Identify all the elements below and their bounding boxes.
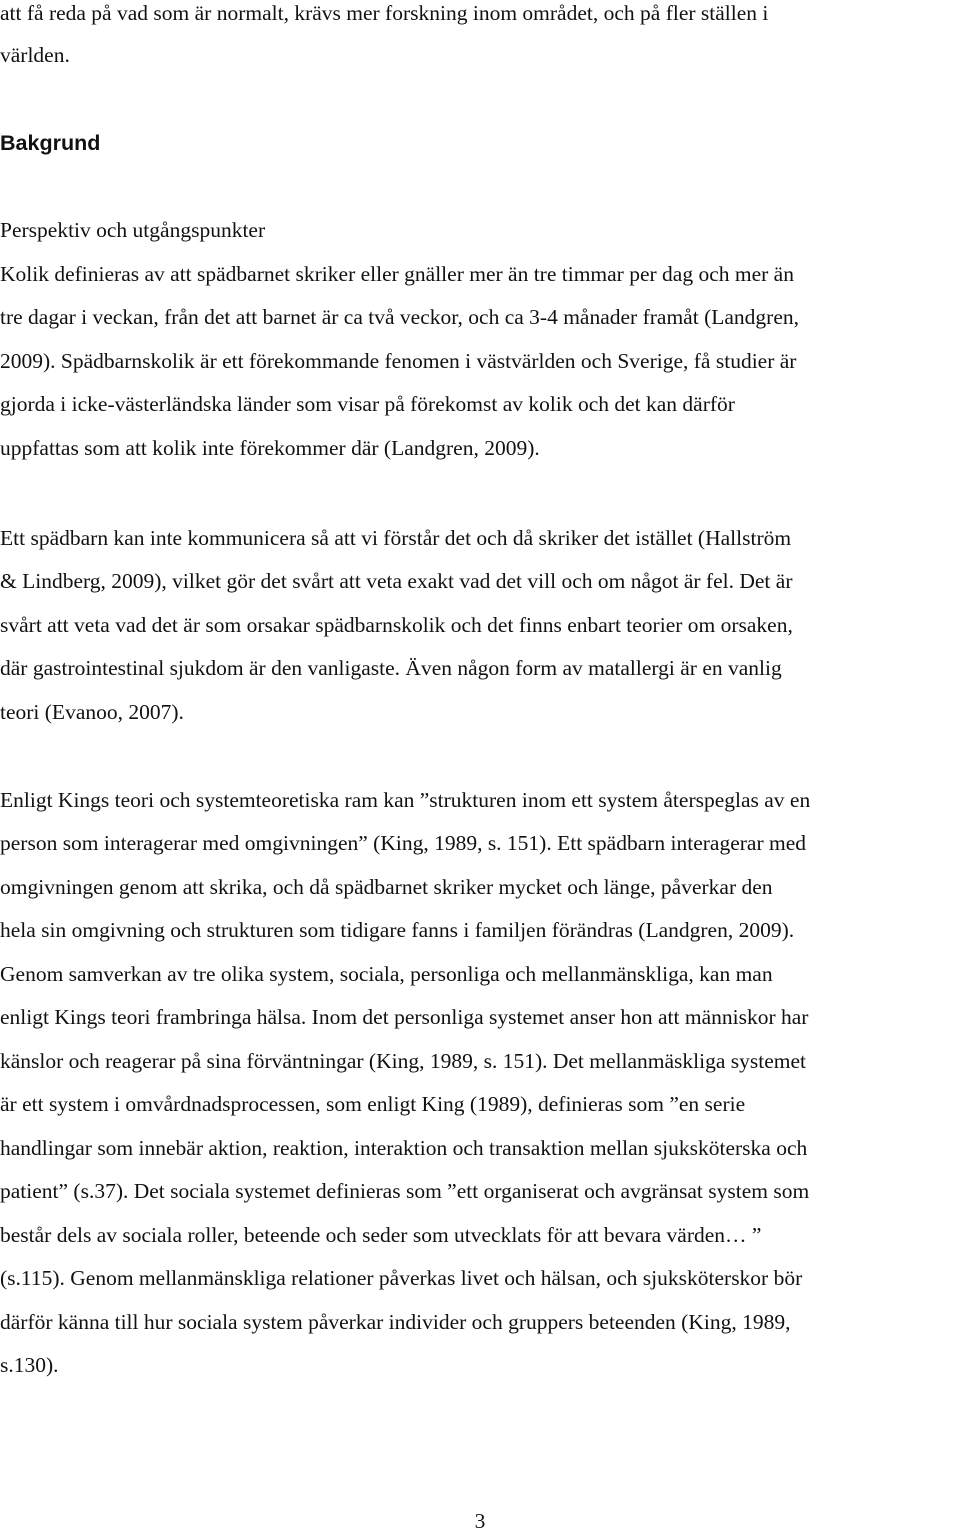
paragraph-3-line: Enligt Kings teori och systemteoretiska ram kan ”strukturen inom ett system återspeglas av en xyxy=(0,788,811,812)
paragraph-3-line: patient” (s.37). Det sociala systemet definieras som ”ett organiserat och avgränsat system som xyxy=(0,1179,810,1203)
paragraph-3-line: består dels av sociala roller, beteende och seder som utvecklats för att bevara värden… ” xyxy=(0,1223,762,1247)
paragraph-3-line: handlingar som innebär aktion, reaktion, interaktion och transaktion mellan sjuksköterska och xyxy=(0,1136,808,1160)
paragraph-2-line: Ett spädbarn kan inte kommunicera så att vi förstår det och då skriker det istället (Hallström xyxy=(0,526,792,550)
paragraph-3-line: känslor och reagerar på sina förväntningar (King, 1989, s. 151). Det mellanmäskliga systemet xyxy=(0,1049,807,1073)
paragraph-3-line: hela sin omgivning och strukturen som tidigare fanns i familjen förändras (Landgren, 2009). xyxy=(0,918,795,942)
paragraph-3-line: (s.115). Genom mellanmänskliga relationer påverkas livet och hälsan, och sjuksköterskor bör xyxy=(0,1266,803,1290)
paragraph-3-line: s.130). xyxy=(0,1353,59,1377)
paragraph-3-line: Genom samverkan av tre olika system, sociala, personliga och mellanmänskliga, kan man xyxy=(0,962,773,986)
paragraph-1-line: gjorda i icke-västerländska länder som visar på förekomst av kolik och det kan därför xyxy=(0,392,735,416)
paragraph-3-line: därför känna till hur sociala system påverkar individer och gruppers beteenden (King, 1989, xyxy=(0,1310,791,1334)
paragraph-1-line: Kolik definieras av att spädbarnet skriker eller gnäller mer än tre timmar per dag och mer än xyxy=(0,262,794,286)
paragraph-1-line: 2009). Spädbarnskolik är ett förekommande fenomen i västvärlden och Sverige, få studier är xyxy=(0,349,797,373)
paragraph-3-line: person som interagerar med omgivningen” (King, 1989, s. 151). Ett spädbarn interagerar med xyxy=(0,831,807,855)
paragraph-1-line: uppfattas som att kolik inte förekommer där (Landgren, 2009). xyxy=(0,436,540,460)
page-number: 3 xyxy=(474,1509,486,1533)
paragraph-2-line: svårt att veta vad det är som orsakar spädbarnskolik och det finns enbart teorier om orsaken, xyxy=(0,613,793,637)
paragraph-2-line: teori (Evanoo, 2007). xyxy=(0,700,184,724)
paragraph-3-line: omgivningen genom att skrika, och då spädbarnet skriker mycket och länge, påverkar den xyxy=(0,875,773,899)
paragraph-3-line: är ett system i omvårdnadsprocessen, som enligt King (1989), definieras som ”en serie xyxy=(0,1092,746,1116)
paragraph-1-line: tre dagar i veckan, från det att barnet är ca två veckor, och ca 3-4 månader framåt (Landgren, xyxy=(0,305,799,329)
intro-line: världen. xyxy=(0,43,70,67)
paragraph-2-line: där gastrointestinal sjukdom är den vanligaste. Även någon form av matallergi är en vanlig xyxy=(0,656,782,680)
intro-line: att få reda på vad som är normalt, krävs mer forskning inom området, och på fler ställen i xyxy=(0,1,769,25)
section-heading: Bakgrund xyxy=(0,131,101,155)
paragraph-2-line: & Lindberg, 2009), vilket gör det svårt att veta exakt vad det vill och om något är fel. Det är xyxy=(0,569,793,593)
section-subheading: Perspektiv och utgångspunkter xyxy=(0,218,266,242)
paragraph-3-line: enligt Kings teori frambringa hälsa. Inom det personliga systemet anser hon att människor har xyxy=(0,1005,809,1029)
